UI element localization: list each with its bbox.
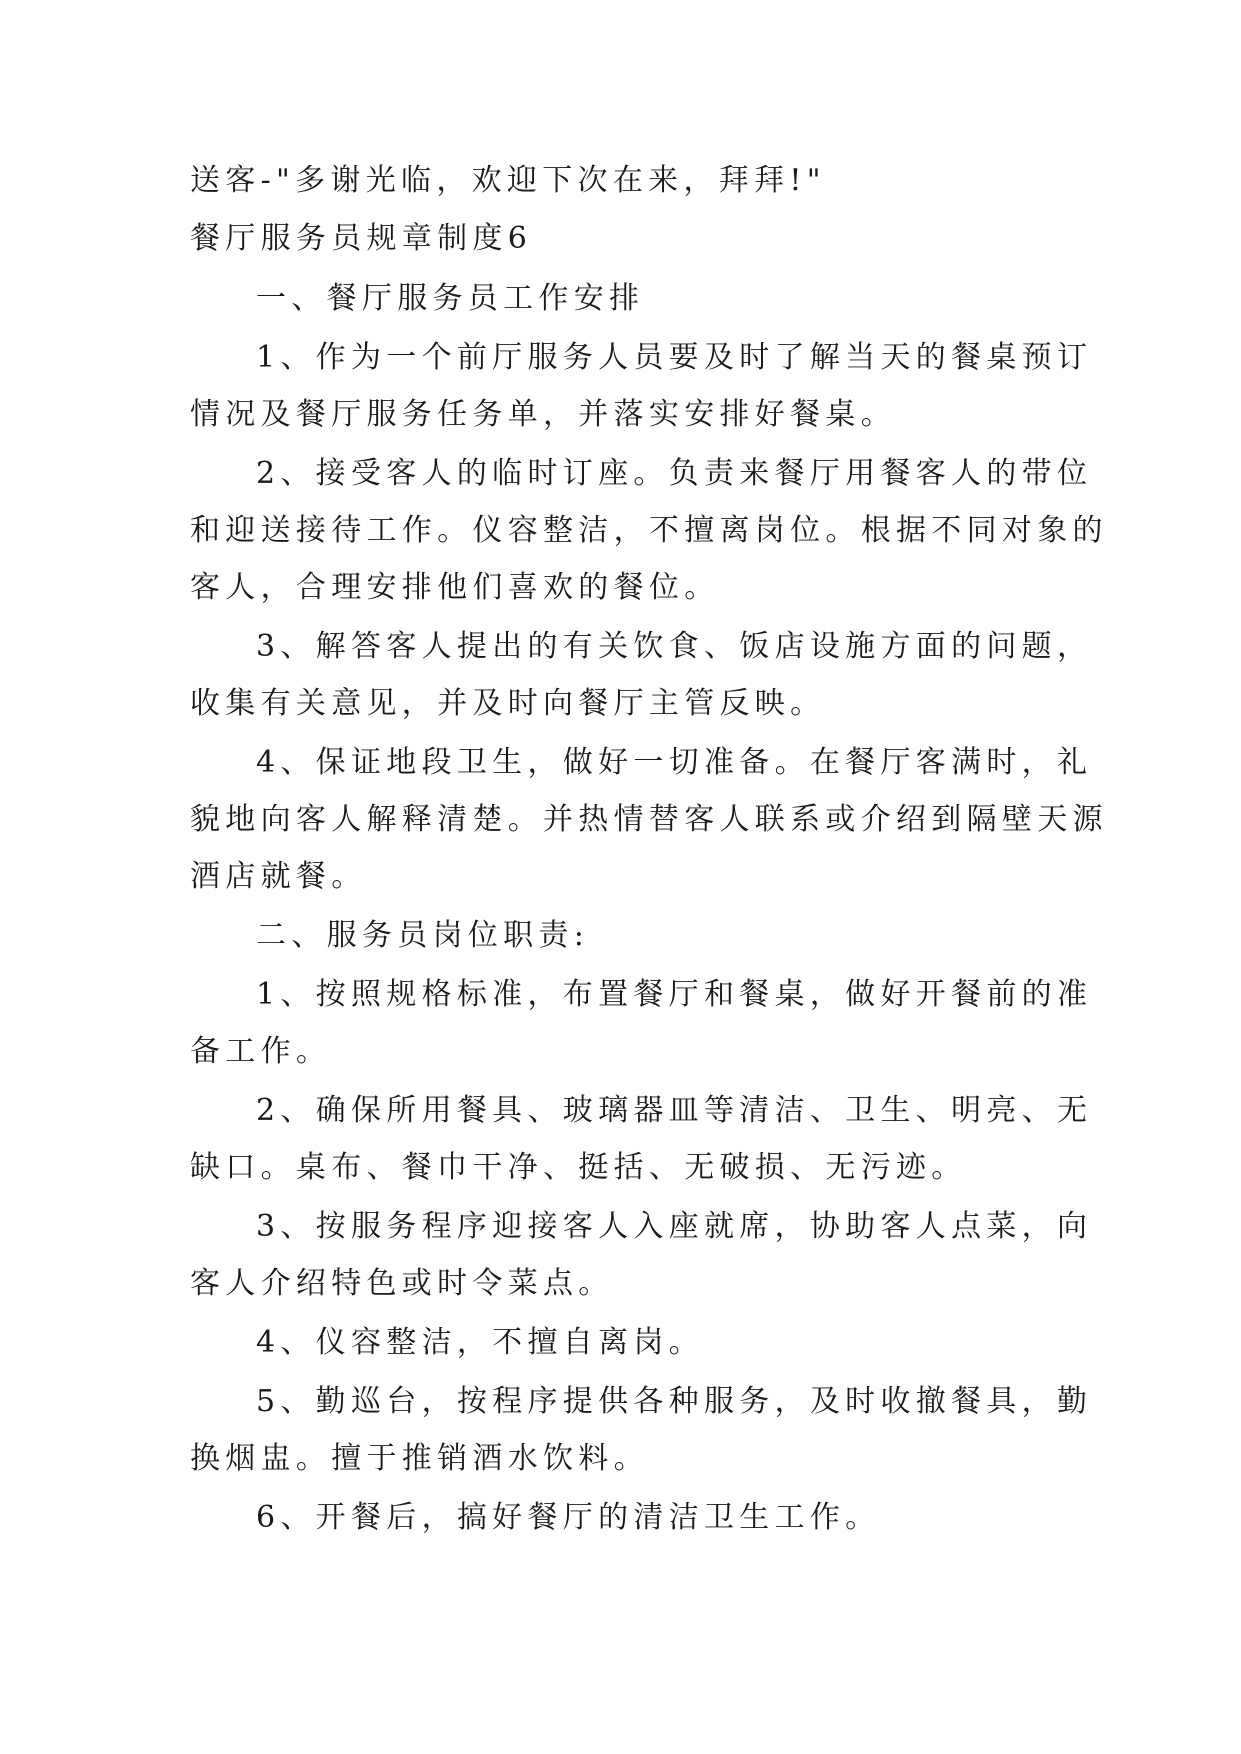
document-title: 餐厅服务员规章制度6 <box>190 221 533 256</box>
paragraph-sec2-item5 <box>190 1373 1093 1487</box>
paragraph-row <box>190 1430 1052 1487</box>
document-body <box>190 152 1108 1546</box>
paragraph-row <box>190 502 1108 559</box>
paragraph-sec2-item4 <box>190 1314 1052 1371</box>
row-text: 备工作。 <box>190 1034 332 1069</box>
paragraph-sec2-heading <box>190 907 1052 964</box>
paragraph-row <box>190 270 1052 327</box>
paragraph-row <box>190 966 1093 1023</box>
paragraph-row <box>190 1489 1052 1546</box>
paragraph-row <box>190 445 1093 502</box>
row-text: 3、按服务程序迎接客人入座就席，协助客人点菜，向 <box>256 1209 1093 1244</box>
paragraph-row <box>190 1373 1093 1430</box>
paragraph-sec1-item3 <box>190 618 1093 732</box>
paragraph-row <box>190 848 1052 905</box>
paragraph-sec1-item1 <box>190 329 1093 443</box>
row-text: 缺口。桌布、餐巾干净、挺括、无破损、无污迹。 <box>190 1150 967 1185</box>
row-text: 2、接受客人的临时订座。负责来餐厅用餐客人的带位 <box>256 456 1093 491</box>
row-text: 4、仪容整洁，不擅自离岗。 <box>256 1325 704 1360</box>
paragraph-row <box>190 1198 1093 1255</box>
paragraph-row <box>190 907 1052 964</box>
paragraph-row <box>190 1023 1052 1080</box>
row-text: 情况及餐厅服务任务单，并落实安排好餐桌。 <box>190 397 896 432</box>
row-text: 6、开餐后，搞好餐厅的清洁卫生工作。 <box>256 1500 881 1535</box>
paragraph-row <box>190 675 1052 732</box>
paragraph-row <box>190 1082 1093 1139</box>
paragraph-row <box>190 1139 1052 1196</box>
row-text: 2、确保所用餐具、玻璃器皿等清洁、卫生、明亮、无 <box>256 1093 1093 1128</box>
paragraph-row <box>190 386 1052 443</box>
paragraph-list <box>190 270 1108 1546</box>
farewell-line: 送客-"多谢光临，欢迎下次在来，拜拜!" <box>190 163 826 198</box>
paragraph-row <box>190 618 1093 675</box>
row-text: 1、作为一个前厅服务人员要及时了解当天的餐桌预订 <box>256 340 1093 375</box>
paragraph-sec2-item6 <box>190 1489 1052 1546</box>
row-text: 貌地向客人解释清楚。并热情替客人联系或介绍到隔壁天源 <box>190 802 1108 837</box>
row-text: 客人介绍特色或时令菜点。 <box>190 1266 614 1301</box>
row-text: 和迎送接待工作。仪容整洁，不擅离岗位。根据不同对象的 <box>190 513 1108 548</box>
row-text: 收集有关意见，并及时向餐厅主管反映。 <box>190 686 826 721</box>
paragraph-row <box>190 1314 1052 1371</box>
paragraph-row <box>190 1255 1052 1312</box>
paragraph-sec2-item3 <box>190 1198 1093 1312</box>
paragraph-sec1-item2 <box>190 445 1108 616</box>
row-text: 客人，合理安排他们喜欢的餐位。 <box>190 570 720 605</box>
row-text: 二、服务员岗位职责: <box>256 918 590 953</box>
row-text: 1、按照规格标准，布置餐厅和餐桌，做好开餐前的准 <box>256 977 1093 1012</box>
row-text: 一、餐厅服务员工作安排 <box>256 281 645 316</box>
row-text: 酒店就餐。 <box>190 859 367 894</box>
paragraph-sec1-item4 <box>190 734 1108 905</box>
paragraph-row <box>190 734 1093 791</box>
paragraph-sec2-item2 <box>190 1082 1093 1196</box>
paragraph-sec1-heading <box>190 270 1052 327</box>
paragraph-row <box>190 329 1093 386</box>
row-text: 3、解答客人提出的有关饮食、饭店设施方面的问题， <box>256 629 1093 664</box>
paragraph-row <box>190 559 1052 616</box>
row-text: 4、保证地段卫生，做好一切准备。在餐厅客满时，礼 <box>256 745 1093 780</box>
paragraph-sec2-item1 <box>190 966 1093 1080</box>
row-text: 5、勤巡台，按程序提供各种服务，及时收撤餐具，勤 <box>256 1384 1093 1419</box>
paragraph-row <box>190 791 1108 848</box>
row-text: 换烟盅。擅于推销酒水饮料。 <box>190 1441 649 1476</box>
